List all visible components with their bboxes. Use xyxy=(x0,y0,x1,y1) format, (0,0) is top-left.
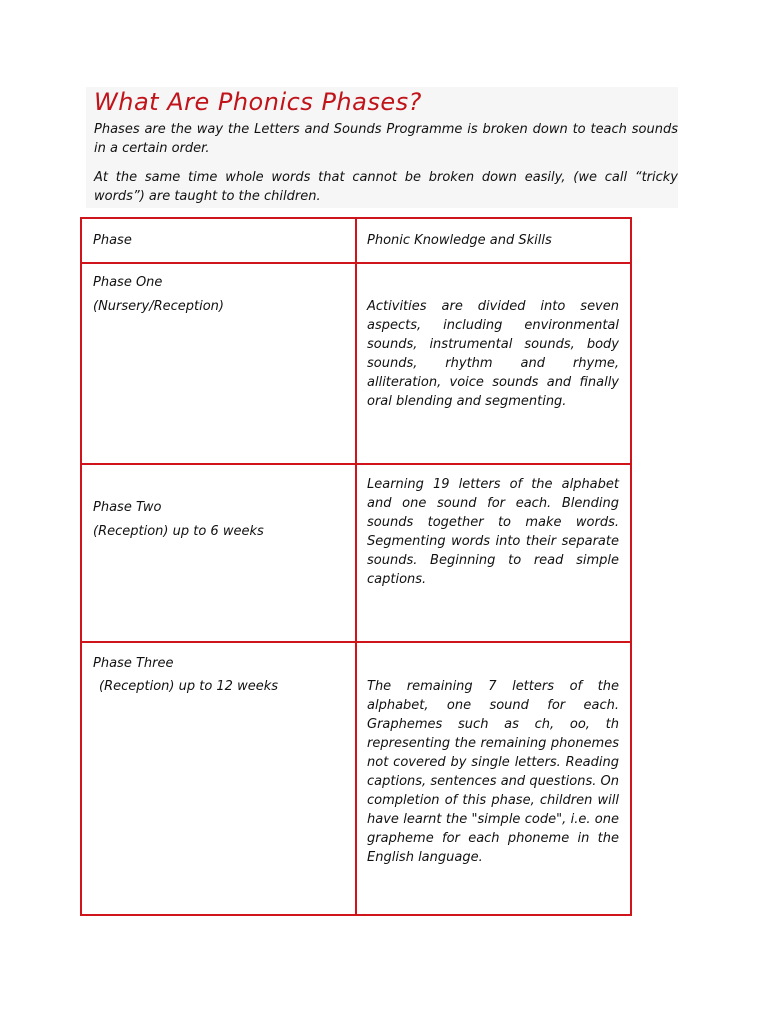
phase-setting: (Reception) up to 6 weeks xyxy=(93,524,264,539)
intro-paragraph: At the same time whole words that cannot be broken down easily, (we call “tricky words”) are taught to the children. xyxy=(94,170,678,204)
page-title: What Are Phonics Phases? xyxy=(94,88,422,116)
phase-setting: (Nursery/Reception) xyxy=(93,299,224,314)
column-divider xyxy=(355,219,357,914)
intro-paragraph: Phases are the way the Letters and Sounds Programme is broken down to teach sounds in a certain order. xyxy=(94,122,678,156)
phase-name: Phase One xyxy=(93,275,163,290)
phase-name: Phase Two xyxy=(93,500,162,515)
phase-setting: (Reception) up to 12 weeks xyxy=(99,679,279,694)
header-phase: Phase xyxy=(93,233,132,248)
phase-skills: Activities are divided into seven aspects, including environmental sounds, instrumental sounds, body sounds, rhythm and rhyme, alliteration, voice sounds and finally oral blending and segmenting. xyxy=(367,299,619,409)
phase-skills: Learning 19 letters of the alphabet and one sound for each. Blending sounds together to make words. Segmenting words into their separate sounds. Beginning to read simple captions. xyxy=(367,477,619,587)
phase-skills: The remaining 7 letters of the alphabet, one sound for each. Graphemes such as ch, oo, th representing the remaining phonemes not covered by single letters. Reading captions, sentences and questions. On completion of this phase, children will have learnt the "simple code", i.e. one grapheme for each phoneme in the English language. xyxy=(367,679,619,865)
header-skills: Phonic Knowledge and Skills xyxy=(367,233,552,248)
phase-name: Phase Three xyxy=(93,656,174,671)
